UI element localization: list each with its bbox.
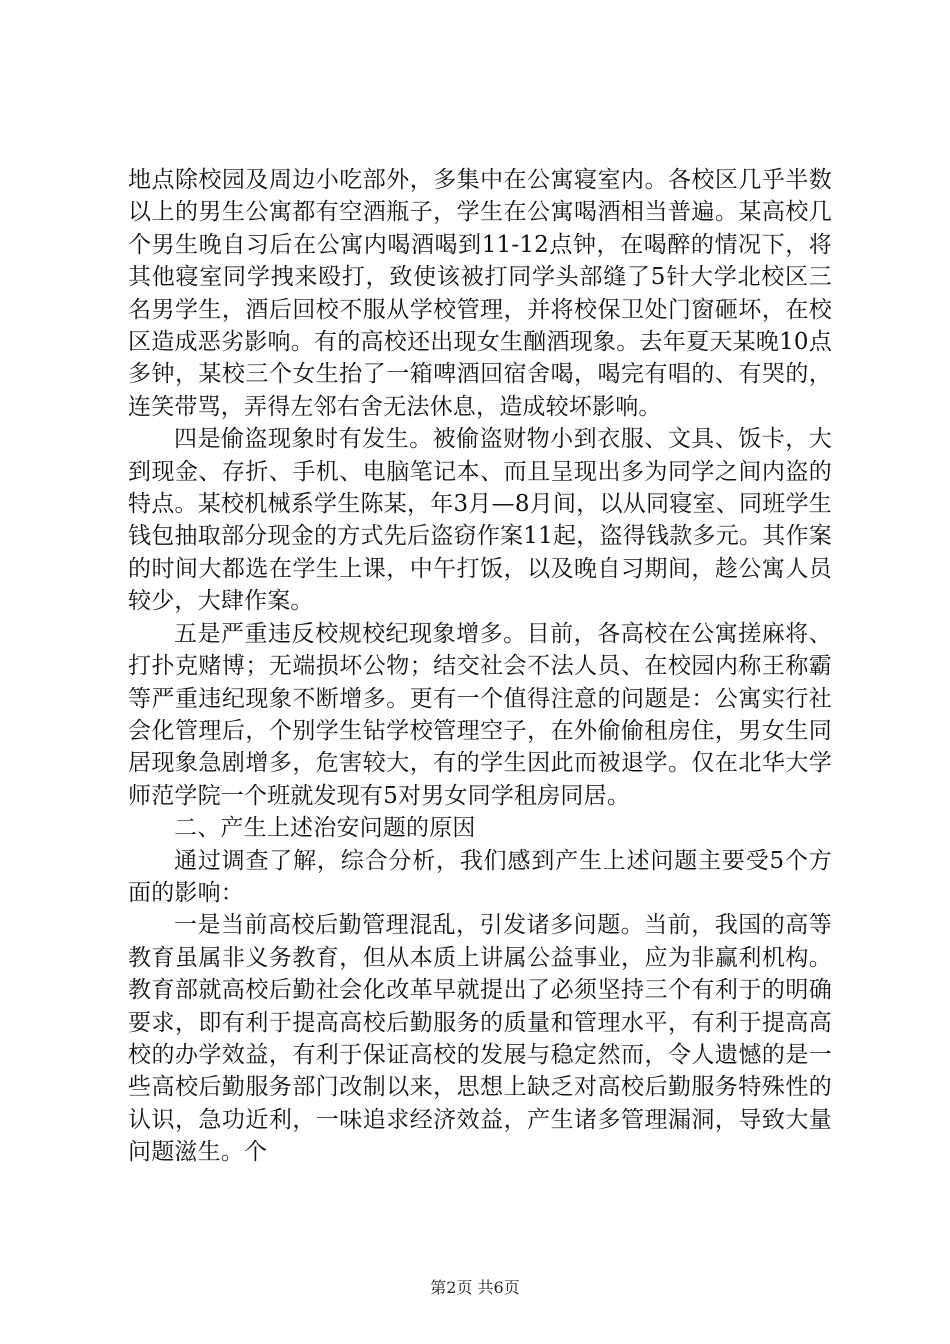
page-footer — [0, 1275, 950, 1298]
paragraph-discipline: 五是严重违反校规校纪现象增多。目前，各高校在公寓搓麻将、打扑克赌博；无端损坏公物；结交社会不法人员、在校园内称王称霸等严重违纪现象不断增多。更有一个值得注意的问题是：公寓实行社会化管理后，个别学生钻学校管理空子，在外偷偷租房住，男女生同居现象急剧增多，危害较大，有的学生因此而被退学。仅在北华大学师范学院一个班就发现有5对男女同学租房同居。 — [128, 620, 832, 809]
page-total: 共6页 — [477, 1278, 520, 1297]
document-body — [128, 164, 832, 1169]
paragraph-theft: 四是偷盗现象时有发生。被偷盗财物小到衣服、文具、饭卡，大到现金、存折、手机、电脑笔记本、而且呈现出多为同学之间内盗的特点。某校机械系学生陈某，年3月—8月间，以从同寝室、同班学生钱包抽取部分现金的方式先后盗窃作案11起，盗得钱款多元。其作案的时间大都选在学生上课，中午打饭，以及晚自习期间，趁公寓人员较少，大肆作案。 — [128, 426, 832, 615]
paragraph-logistics: 一是当前高校后勤管理混乱，引发诸多问题。当前，我国的高等教育虽属非义务教育，但从本质上讲属公益事业，应为非赢利机构。教育部就高校后勤社会化改革早就提出了必须坚持三个有利于的明确要求，即有利于提高高校后勤服务的质量和管理水平，有利于提高高校的办学效益，有利于保证高校的发展与稳定然而，令人遗憾的是一些高校后勤服务部门改制以来，思想上缺乏对高校后勤服务特殊性的认识，急功近利，一味追求经济效益，产生诸多管理漏洞，导致大量问题滋生。个 — [128, 912, 832, 1166]
section-heading-causes: 二、产生上述治安问题的原因 — [174, 815, 476, 842]
paragraph-causes-intro: 通过调查了解，综合分析，我们感到产生上述问题主要受5个方面的影响： — [128, 847, 832, 906]
paragraph-drinking: 地点除校园及周边小吃部外，多集中在公寓寝室内。各校区几乎半数以上的男生公寓都有空酒瓶子，学生在公寓喝酒相当普遍。某高校几个男生晚自习后在公寓内喝酒喝到11-12点钟，在喝醉的情况下，将其他寝室同学拽来殴打，致使该被打同学头部缝了5针大学北校区三名男学生，酒后回校不服从学校管理，并将校保卫处门窗砸坏，在校区造成恶劣影响。有的高校还出现女生酗酒现象。去年夏天某晚10点多钟，某校三个女生抬了一箱啤酒回宿舍喝，喝完有唱的、有哭的，连笑带骂，弄得左邻右舍无法休息，造成较坏影响。 — [128, 167, 832, 420]
page-number: 第2页 — [430, 1278, 473, 1297]
